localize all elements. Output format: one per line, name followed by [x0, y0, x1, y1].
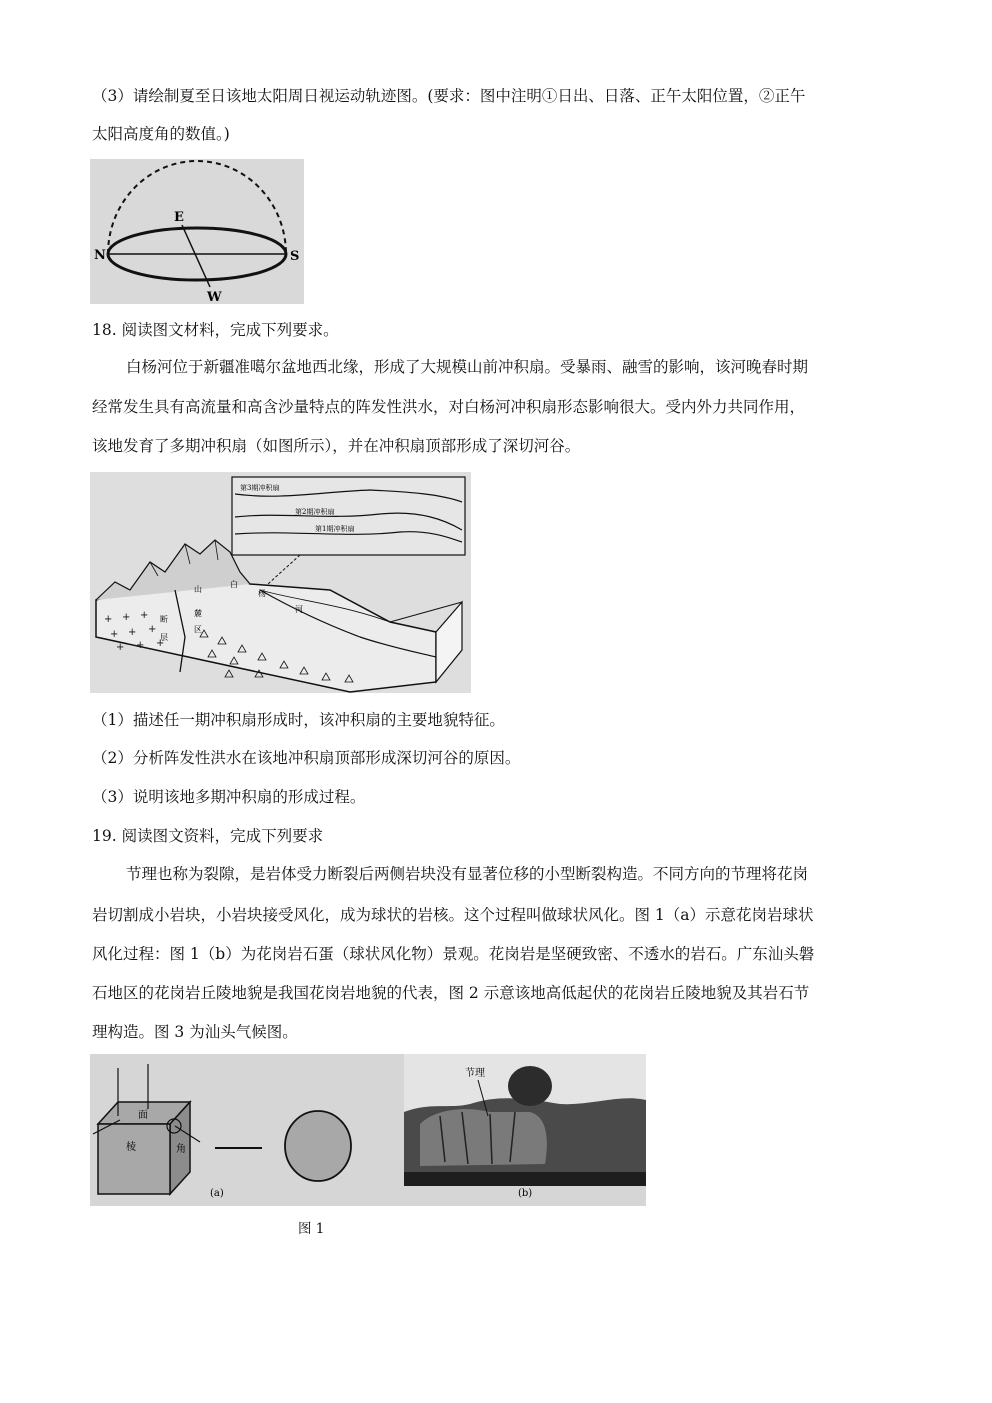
sun-arc-dashed	[108, 161, 286, 254]
q19-para-line4: 石地区的花岗岩丘陵地貌是我国花岗岩地貌的代表，图 2 示意该地高低起伏的花岗岩丘陵地貌及其岩石节	[92, 984, 810, 1002]
figure-1	[90, 1054, 646, 1206]
q17-part3-line1: （3）请绘制夏至日该地太阳周日视运动轨迹图。(要求：图中注明①日出、日落、正午太阳位置，②正午	[92, 87, 806, 105]
weathered-sphere	[285, 1111, 351, 1181]
granite-boulder-photo	[404, 1054, 646, 1186]
svg-text:+: +	[116, 642, 125, 653]
q19-heading: 19. 阅读图文资料，完成下列要求	[92, 827, 324, 845]
q18-question-1: （1）描述任一期冲积扇形成时，该冲积扇的主要地貌特征。	[92, 711, 505, 729]
label-joint: 节理	[465, 1068, 485, 1079]
q19-para-line1: 节理也称为裂隙，是岩体受力断裂后两侧岩块没有显著位移的小型断裂构造。不同方向的节理将花岗	[126, 865, 809, 883]
river-char-1: 白	[230, 580, 238, 589]
fault-char-1: 断	[160, 615, 168, 624]
fault-char-2: 层	[160, 633, 168, 642]
sub-label-a: (a)	[210, 1188, 224, 1199]
river-char-3: 河	[295, 605, 303, 614]
figure-1-caption: 图 1	[298, 1221, 325, 1237]
label-n: N	[94, 248, 106, 263]
label-face: 面	[138, 1110, 148, 1121]
label-stage2: 第2期冲积扇	[295, 508, 335, 516]
q18-para-line1: 白杨河位于新疆准噶尔盆地西北缘，形成了大规模山前冲积扇。受暴雨、融雪的影响，该河晚春时期	[126, 358, 809, 376]
q19-para-line3: 风化过程：图 1（b）为花岗岩石蛋（球状风化物）景观。花岗岩是坚硬致密、不透水的岩石。广东汕头磐	[92, 945, 815, 963]
piedmont-char-3: 区	[194, 625, 202, 634]
q18-heading: 18. 阅读图文材料，完成下列要求。	[92, 321, 339, 339]
sub-label-b: (b)	[518, 1188, 533, 1199]
label-w: W	[207, 290, 222, 304]
svg-text:+: +	[156, 638, 165, 649]
svg-text:+: +	[148, 624, 157, 635]
svg-text:+: +	[122, 612, 131, 623]
q18-question-3: （3）说明该地多期冲积扇的形成过程。	[92, 788, 366, 806]
river-char-2: 杨	[258, 589, 266, 598]
label-s: S	[290, 249, 300, 264]
label-corner: 角	[176, 1144, 186, 1155]
svg-text:+: +	[104, 614, 113, 625]
q18-question-2: （2）分析阵发性洪水在该地冲积扇顶部形成深切河谷的原因。	[92, 749, 521, 767]
label-stage3: 第3期冲积扇	[240, 484, 280, 492]
q19-para-line2: 岩切割成小岩块，小岩块接受风化，成为球状的岩核。这个过程叫做球状风化。图 1（a）示意花岗岩球状	[92, 906, 814, 924]
q19-para-line5: 理构造。图 3 为汕头气候图。	[92, 1023, 298, 1041]
label-edge: 棱	[126, 1142, 136, 1153]
ew-axis	[182, 225, 210, 287]
piedmont-char-2: 麓	[194, 609, 202, 618]
svg-text:+: +	[128, 627, 137, 638]
svg-text:+: +	[110, 629, 119, 640]
q17-part3-line2: 太阳高度角的数值。)	[92, 125, 230, 143]
piedmont-char-1: 山	[194, 585, 202, 594]
q18-para-line3: 该地发育了多期冲积扇（如图所示），并在冲积扇顶部形成了深切河谷。	[92, 437, 581, 455]
svg-text:+: +	[136, 640, 145, 651]
label-stage1: 第1期冲积扇	[315, 525, 355, 533]
svg-text:+: +	[140, 610, 149, 621]
label-e: E	[174, 210, 184, 225]
q18-para-line2: 经常发生具有高流量和高含沙量特点的阵发性洪水，对白杨河冲积扇形态影响很大。受内外力共同作用，	[92, 398, 806, 416]
alluvial-fan-figure	[90, 472, 471, 693]
sun-path-figure	[90, 159, 304, 304]
